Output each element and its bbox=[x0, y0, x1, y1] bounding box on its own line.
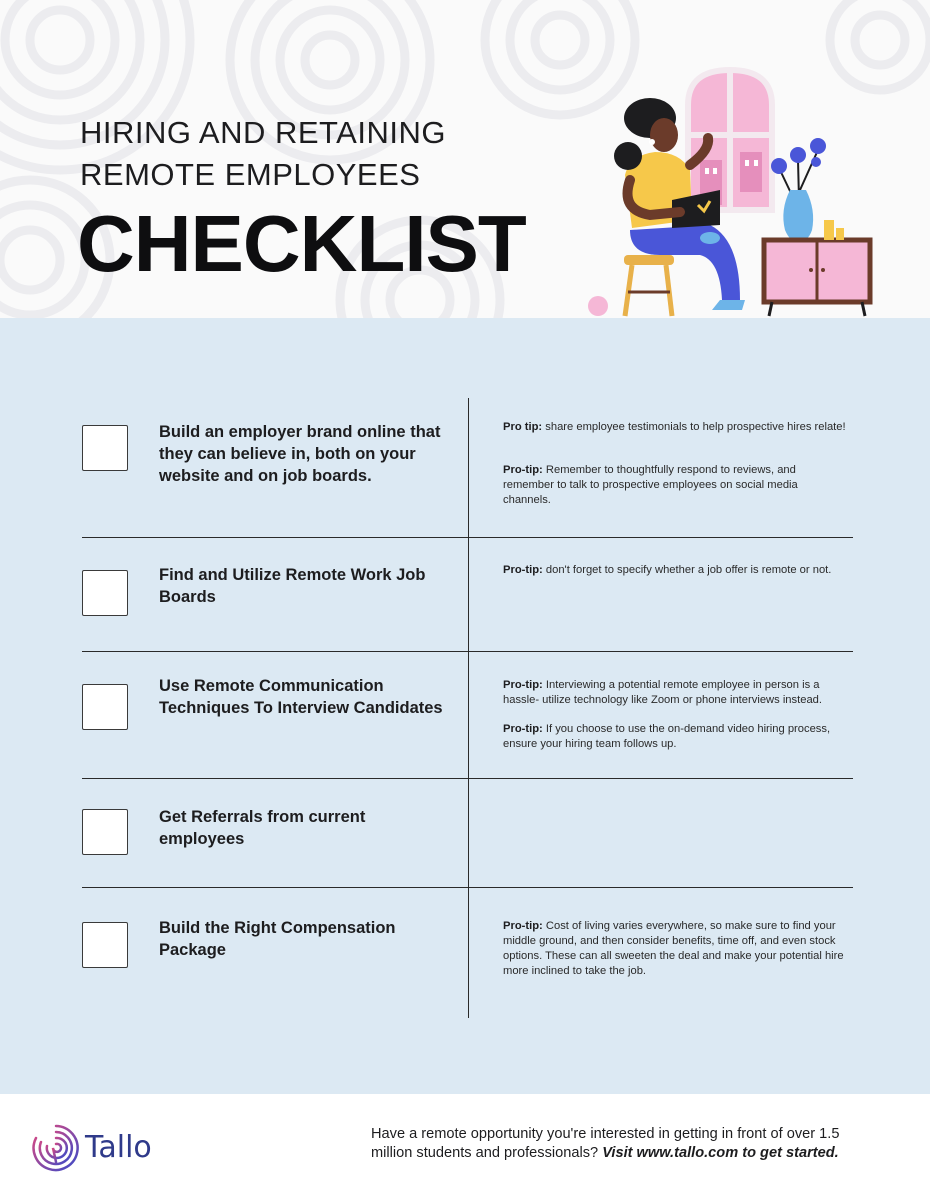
checkbox-interview-techniques[interactable] bbox=[82, 684, 128, 730]
row-divider bbox=[82, 537, 853, 538]
row-divider bbox=[82, 651, 853, 652]
pro-tip-text: share employee testimonials to help prospective hires relate! bbox=[542, 421, 846, 433]
pro-tip-text: don't forget to specify whether a job offer is remote or not. bbox=[542, 564, 832, 576]
pro-tip-text: Cost of living varies everywhere, so make sure to find your middle ground, and then consider benefits, time off, and even stock options. These can all sweeten the deal and make your potential hire more inclined to take the job. bbox=[503, 920, 844, 977]
pro-tip bbox=[503, 563, 848, 578]
footer-text: Have a remote opportunity you're interested in getting in front of over 1.5 million students and professionals? bbox=[371, 1126, 840, 1161]
pro-tip-label: Pro tip: bbox=[503, 421, 543, 433]
header bbox=[0, 0, 930, 318]
tallo-logo-text: Tallo bbox=[85, 1130, 152, 1165]
pro-tip bbox=[503, 722, 848, 752]
pro-tip bbox=[503, 919, 848, 979]
checklist-section bbox=[0, 318, 930, 1094]
pro-tip-label: Pro-tip: bbox=[503, 464, 543, 476]
pro-tip-label: Pro-tip: bbox=[503, 564, 543, 576]
checkbox-compensation[interactable] bbox=[82, 922, 128, 968]
checkbox-employer-brand[interactable] bbox=[82, 425, 128, 471]
footer bbox=[0, 1094, 930, 1198]
pro-tip-label: Pro-tip: bbox=[503, 920, 543, 932]
pro-tip-text: Remember to thoughtfully respond to reviews, and remember to talk to prospective employees on social media channels. bbox=[503, 464, 798, 506]
row-divider bbox=[82, 778, 853, 779]
row-divider bbox=[82, 887, 853, 888]
pro-tip bbox=[503, 420, 848, 435]
tallo-logo-icon bbox=[30, 1122, 82, 1174]
pro-tip bbox=[503, 678, 848, 708]
item-title: Build the Right Compensation Package bbox=[159, 919, 396, 959]
pro-tip-label: Pro-tip: bbox=[503, 723, 543, 735]
page-title: CHECKLIST bbox=[77, 199, 526, 288]
item-title: Build an employer brand online that they can believe in, both on your website and on job boards. bbox=[159, 423, 441, 485]
footer-message bbox=[371, 1125, 871, 1163]
pro-tip-text: If you choose to use the on-demand video hiring process, ensure your hiring team follows up. bbox=[503, 723, 831, 750]
title-line-1: HIRING AND RETAINING bbox=[80, 115, 446, 150]
item-title: Find and Utilize Remote Work Job Boards bbox=[159, 566, 426, 606]
pro-tip-label: Pro-tip: bbox=[503, 679, 543, 691]
checkbox-referrals[interactable] bbox=[82, 809, 128, 855]
footer-cta-link[interactable]: Visit www.tallo.com to get started. bbox=[602, 1145, 839, 1161]
column-divider bbox=[468, 398, 469, 1018]
title-line-2: REMOTE EMPLOYEES bbox=[80, 157, 421, 192]
pro-tip-text: Interviewing a potential remote employee in person is a hassle- utilize technology like Zoom or phone interviews instead. bbox=[503, 679, 823, 706]
pro-tip bbox=[503, 463, 848, 508]
woman-laptop-illustration bbox=[580, 60, 880, 318]
checkbox-job-boards[interactable] bbox=[82, 570, 128, 616]
item-title: Get Referrals from current employees bbox=[159, 808, 366, 848]
item-title: Use Remote Communication Techniques To Interview Candidates bbox=[159, 677, 443, 717]
